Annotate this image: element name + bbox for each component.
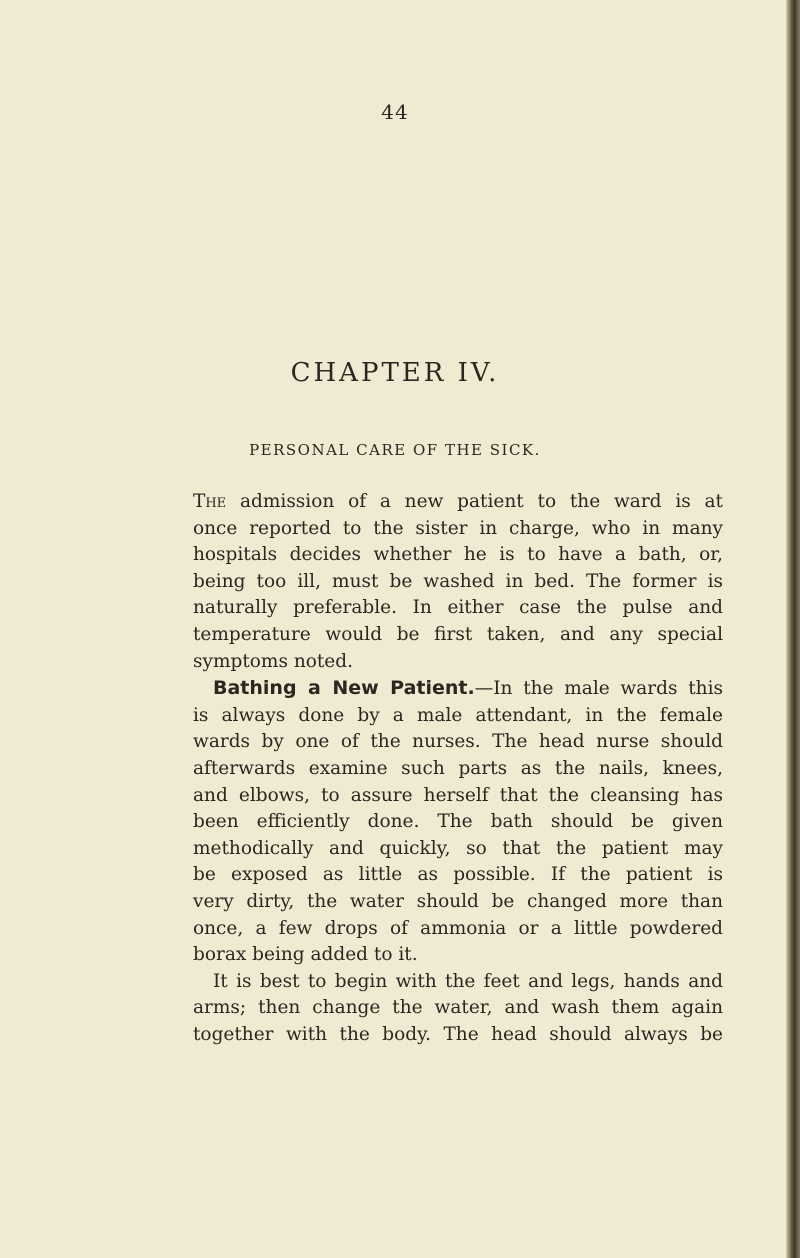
paragraph-washing-order (193, 969, 723, 1049)
text-line: and elbows, to assure herself that the cleansing has (193, 784, 723, 806)
text-line: being too ill, must be washed in bed. The former is (193, 570, 723, 592)
text-line: once reported to the sister in charge, who in many (193, 517, 723, 539)
text-line: once, a few drops of ammonia or a little powdered (193, 917, 723, 939)
text-line: very dirty, the water should be changed more than (193, 890, 723, 912)
text-line: been efficiently done. The bath should be given (193, 811, 723, 833)
text-line: naturally preferable. In either case the pulse and (193, 597, 723, 619)
text-line: wards by one of the nurses. The head nurse should (193, 731, 723, 753)
text-line: It is best to begin with the feet and legs, hands and (213, 970, 723, 992)
text-line: Bathing a New Patient.—In the male wards this (213, 677, 723, 700)
text-line: together with the body. The head should always be (193, 1023, 723, 1045)
paragraph-bathing (193, 675, 723, 969)
text-line: symptoms noted. (193, 650, 353, 672)
page-number: 44 (381, 100, 409, 124)
drop-word: The (193, 491, 227, 512)
text-line: The admission of a new patient to the ward is at (193, 491, 723, 512)
text-line: hospitals decides whether he is to have a bath, or, (193, 544, 723, 566)
text-line: afterwards examine such parts as the nails, knees, (193, 757, 723, 779)
text-line: methodically and quickly, so that the patient may (193, 837, 723, 859)
text-line: borax being added to it. (193, 944, 418, 966)
text-line: temperature would be first taken, and any special (193, 623, 723, 645)
page-edge-shadow (786, 0, 800, 1258)
paragraph-admission (193, 489, 723, 675)
section-heading: Bathing a New Patient. (213, 677, 475, 700)
chapter-title: CHAPTER IV. (290, 358, 500, 388)
text-line: be exposed as little as possible. If the patient is (193, 864, 723, 886)
chapter-subtitle: PERSONAL CARE OF THE SICK. (249, 441, 541, 459)
body-text (193, 489, 723, 1048)
text-line: is always done by a male attendant, in the female (193, 704, 723, 726)
text-line: arms; then change the water, and wash them again (193, 997, 723, 1019)
